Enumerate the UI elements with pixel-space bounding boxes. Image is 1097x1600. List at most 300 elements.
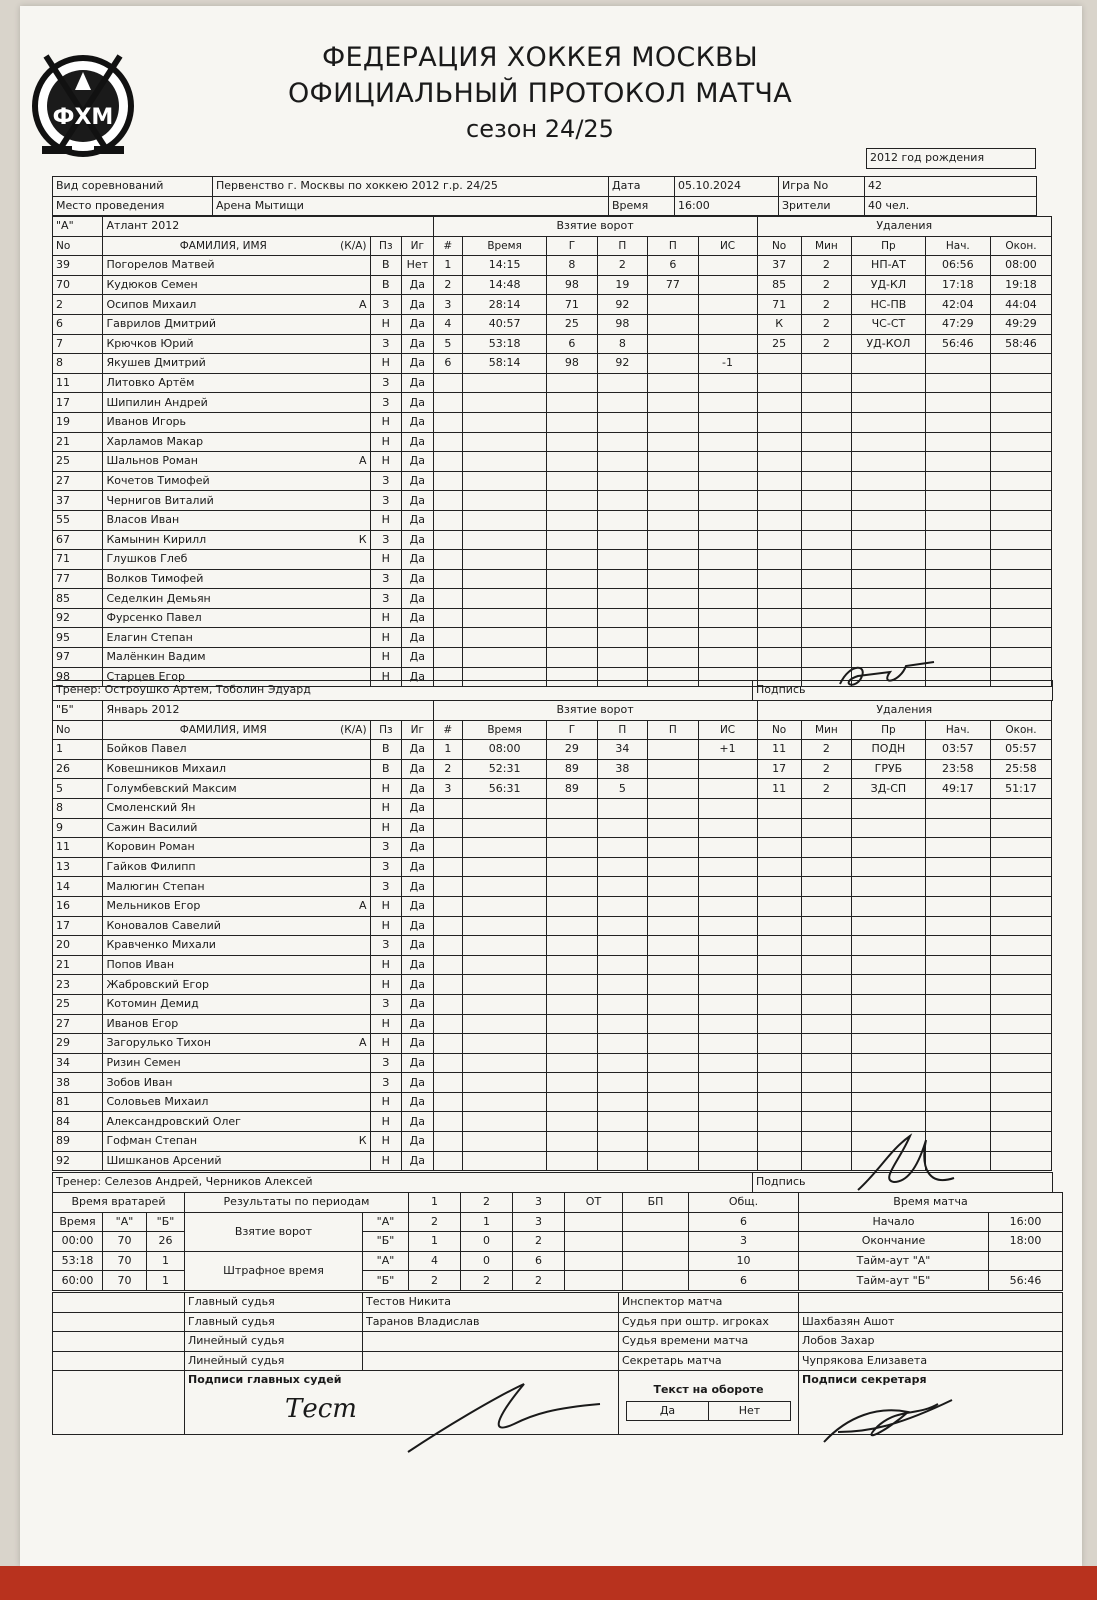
team-a-col-name-label: ФАМИЛИЯ, ИМЯ bbox=[179, 239, 267, 252]
team-b-player-row bbox=[53, 975, 1052, 995]
team-b-goal-strength bbox=[698, 759, 757, 779]
team-b-player-name: Гайков Филипп bbox=[106, 860, 196, 874]
team-a-goal-num: 1 bbox=[433, 256, 462, 276]
team-b-goal-assist-2 bbox=[648, 877, 698, 897]
team-b-goal-time bbox=[463, 994, 547, 1014]
team-b-player-number: 29 bbox=[53, 1034, 103, 1054]
team-b-col-assist-2: П bbox=[648, 720, 698, 740]
team-a-pen-end bbox=[990, 393, 1051, 413]
team-b-goal-num bbox=[433, 1073, 462, 1093]
pim-b-so bbox=[623, 1271, 689, 1291]
goals-a-p2: 1 bbox=[461, 1212, 513, 1232]
team-b-col-name-label: ФАМИЛИЯ, ИМЯ bbox=[179, 723, 267, 736]
team-a-columns-row bbox=[53, 236, 1052, 256]
team-b-goal-assist-1 bbox=[597, 1092, 647, 1112]
team-b-goal-num bbox=[433, 1014, 462, 1034]
team-a-goal-assist-2 bbox=[648, 550, 698, 570]
team-a-goal-num: 2 bbox=[433, 275, 462, 295]
team-b-pen-minutes bbox=[801, 1073, 851, 1093]
team-a-goal-strength bbox=[698, 412, 757, 432]
team-b-goal-assist-2 bbox=[648, 1151, 698, 1171]
team-b-player-played: Да bbox=[402, 818, 434, 838]
team-a-goal-assist-2 bbox=[648, 334, 698, 354]
team-a-player-name-cell bbox=[103, 412, 370, 432]
team-b-col-no: No bbox=[53, 720, 103, 740]
team-b-goal-assist-2 bbox=[648, 1132, 698, 1152]
team-a-goal-assist-2 bbox=[648, 373, 698, 393]
gk-row-1-a: 70 bbox=[103, 1232, 147, 1252]
team-a-team-name: Атлант 2012 bbox=[103, 217, 433, 237]
team-a-pen-reason bbox=[852, 373, 926, 393]
team-b-col-pen-min: Мин bbox=[801, 720, 851, 740]
team-a-pen-minutes bbox=[801, 393, 851, 413]
team-b-pen-minutes bbox=[801, 975, 851, 995]
goals-a-ot bbox=[565, 1212, 623, 1232]
team-a-player-name: Кудюков Семен bbox=[106, 278, 198, 292]
team-a-player-name: Глушков Глеб bbox=[106, 552, 188, 566]
team-a-goal-scorer bbox=[547, 608, 597, 628]
pim-b-p2: 2 bbox=[461, 1271, 513, 1291]
team-b-player-played: Да bbox=[402, 1073, 434, 1093]
team-a-pen-player bbox=[757, 432, 801, 452]
team-b-goal-strength bbox=[698, 779, 757, 799]
team-b-player-number: 89 bbox=[53, 1132, 103, 1152]
team-b-goal-assist-1 bbox=[597, 896, 647, 916]
team-a-player-played: Да bbox=[402, 589, 434, 609]
penalty-box-label: Судья при оштр. игроках bbox=[619, 1312, 799, 1332]
team-a-goal-assist-1: 19 bbox=[597, 275, 647, 295]
team-a-player-name: Шальнов Роман bbox=[106, 454, 198, 468]
team-a-player-position: Н bbox=[370, 314, 402, 334]
team-b-goal-scorer bbox=[547, 994, 597, 1014]
team-a-pen-minutes: 2 bbox=[801, 314, 851, 334]
team-a-player-number: 55 bbox=[53, 510, 103, 530]
team-a-player-number: 8 bbox=[53, 354, 103, 374]
team-b-pen-end bbox=[990, 1053, 1051, 1073]
team-b-pen-start bbox=[925, 955, 990, 975]
team-b-player-position: Н bbox=[370, 975, 402, 995]
team-a-goal-scorer bbox=[547, 471, 597, 491]
team-b-goal-scorer bbox=[547, 916, 597, 936]
team-a-pen-player bbox=[757, 373, 801, 393]
team-b-pen-minutes bbox=[801, 818, 851, 838]
team-b-pen-start bbox=[925, 798, 990, 818]
team-b-pen-reason: ПОДН bbox=[852, 740, 926, 760]
team-a-pen-player bbox=[757, 589, 801, 609]
team-b-pen-player bbox=[757, 1053, 801, 1073]
team-b-goal-time bbox=[463, 798, 547, 818]
end-label: Окончание bbox=[799, 1232, 989, 1252]
team-b-player-name: Смоленский Ян bbox=[106, 801, 196, 815]
team-b-goal-strength bbox=[698, 1151, 757, 1171]
pim-a-so bbox=[623, 1251, 689, 1271]
team-a-goal-num bbox=[433, 628, 462, 648]
team-b-player-number: 16 bbox=[53, 896, 103, 916]
team-a-goal-strength: -1 bbox=[698, 354, 757, 374]
team-a-pen-start: 42:04 bbox=[925, 295, 990, 315]
team-a-player-row bbox=[53, 491, 1052, 511]
team-a-player-number: 39 bbox=[53, 256, 103, 276]
team-b-goal-assist-1 bbox=[597, 857, 647, 877]
team-b-goal-time bbox=[463, 1132, 547, 1152]
team-b-player-row bbox=[53, 936, 1052, 956]
team-b-player-number: 26 bbox=[53, 759, 103, 779]
team-b-goal-scorer bbox=[547, 877, 597, 897]
team-a-goal-strength bbox=[698, 628, 757, 648]
team-a-pen-end: 49:29 bbox=[990, 314, 1051, 334]
team-b-player-position: Н bbox=[370, 1034, 402, 1054]
team-a-goal-strength bbox=[698, 510, 757, 530]
team-a-pen-player: 25 bbox=[757, 334, 801, 354]
team-b-goal-num bbox=[433, 798, 462, 818]
team-b-pen-player bbox=[757, 857, 801, 877]
team-a-pen-start bbox=[925, 569, 990, 589]
competition-value: Первенство г. Москвы по хоккею 2012 г.р. 24/25 bbox=[213, 177, 609, 197]
team-a-col-name bbox=[103, 236, 370, 256]
team-b-goal-time bbox=[463, 916, 547, 936]
team-b-player-role: А bbox=[359, 1036, 367, 1050]
team-b-player-position: З bbox=[370, 936, 402, 956]
team-b-player-position: Н bbox=[370, 1092, 402, 1112]
team-a-player-name: Елагин Степан bbox=[106, 630, 193, 644]
goals-b-p1: 1 bbox=[409, 1232, 461, 1252]
start-label: Начало bbox=[799, 1212, 989, 1232]
team-a-player-played: Да bbox=[402, 412, 434, 432]
team-a-player-played: Да bbox=[402, 295, 434, 315]
team-b-goal-assist-1 bbox=[597, 1053, 647, 1073]
team-b-player-row bbox=[53, 877, 1052, 897]
team-a-player-name-cell bbox=[103, 530, 370, 550]
birth-year-box bbox=[866, 148, 1036, 169]
team-a-pen-end bbox=[990, 510, 1051, 530]
team-a-pen-player: 37 bbox=[757, 256, 801, 276]
team-b-player-number: 38 bbox=[53, 1073, 103, 1093]
gk-row-3-time: 60:00 bbox=[53, 1271, 103, 1291]
team-a-player-number: 70 bbox=[53, 275, 103, 295]
team-b-goal-assist-2 bbox=[648, 994, 698, 1014]
team-a-player-played: Да bbox=[402, 491, 434, 511]
team-b-pen-end bbox=[990, 838, 1051, 858]
team-a-player-name-cell bbox=[103, 510, 370, 530]
team-b-player-played: Да bbox=[402, 779, 434, 799]
team-b-goal-num bbox=[433, 818, 462, 838]
team-a-pen-start: 47:29 bbox=[925, 314, 990, 334]
team-b-goal-assist-2 bbox=[648, 779, 698, 799]
team-b-goal-strength bbox=[698, 1132, 757, 1152]
team-b-player-position: З bbox=[370, 838, 402, 858]
team-a-col-pos: Пз bbox=[370, 236, 402, 256]
team-b-player-name-cell bbox=[103, 779, 370, 799]
team-a-player-name: Харламов Макар bbox=[106, 434, 204, 448]
team-a-goal-assist-2 bbox=[648, 589, 698, 609]
team-a-player-position: З bbox=[370, 393, 402, 413]
team-a-pen-reason bbox=[852, 412, 926, 432]
team-a-player-row bbox=[53, 393, 1052, 413]
team-a-player-position: З bbox=[370, 491, 402, 511]
team-a-goal-time: 53:18 bbox=[463, 334, 547, 354]
team-a-signature-icon bbox=[830, 652, 940, 696]
team-b-pen-player bbox=[757, 1151, 801, 1171]
team-b-goal-num bbox=[433, 994, 462, 1014]
team-a-goal-time bbox=[463, 530, 547, 550]
team-a-goal-num bbox=[433, 432, 462, 452]
team-a-pen-minutes bbox=[801, 569, 851, 589]
team-a-goal-scorer bbox=[547, 530, 597, 550]
team-b-pen-end bbox=[990, 1092, 1051, 1112]
pim-b-p1: 2 bbox=[409, 1271, 461, 1291]
goals-b-ot bbox=[565, 1232, 623, 1252]
team-a-player-name-cell bbox=[103, 589, 370, 609]
team-a-pen-minutes bbox=[801, 589, 851, 609]
team-b-player-played: Да bbox=[402, 936, 434, 956]
team-b-goal-assist-2 bbox=[648, 1092, 698, 1112]
team-a-goal-scorer: 25 bbox=[547, 314, 597, 334]
team-a-goal-time: 14:48 bbox=[463, 275, 547, 295]
team-b-player-name: Коновалов Савелий bbox=[106, 918, 221, 932]
team-a-goal-scorer: 98 bbox=[547, 275, 597, 295]
team-a-goal-assist-1: 92 bbox=[597, 295, 647, 315]
team-a-coach: Тренер: Остроушко Артем, Тоболин Эдуард bbox=[53, 681, 753, 701]
team-a-pen-start bbox=[925, 491, 990, 511]
team-a-player-position: Н bbox=[370, 432, 402, 452]
team-b-player-played: Да bbox=[402, 916, 434, 936]
team-b-goal-num bbox=[433, 896, 462, 916]
period-col-ot: ОТ bbox=[565, 1193, 623, 1213]
team-a-goal-scorer bbox=[547, 569, 597, 589]
team-a-pen-minutes bbox=[801, 373, 851, 393]
team-b-player-number: 9 bbox=[53, 818, 103, 838]
team-a-goal-assist-2 bbox=[648, 314, 698, 334]
team-b-pen-reason bbox=[852, 838, 926, 858]
team-b-goal-num bbox=[433, 1053, 462, 1073]
team-b-pen-reason: ЗД-СП bbox=[852, 779, 926, 799]
team-b-pen-minutes: 2 bbox=[801, 779, 851, 799]
team-b-goal-assist-1 bbox=[597, 1132, 647, 1152]
team-b-pen-end bbox=[990, 877, 1051, 897]
team-a-goal-strength bbox=[698, 256, 757, 276]
team-b-goal-strength bbox=[698, 1092, 757, 1112]
team-a-player-played: Да bbox=[402, 530, 434, 550]
team-b-player-played: Да bbox=[402, 1092, 434, 1112]
team-a-goal-strength bbox=[698, 608, 757, 628]
team-b-pen-start bbox=[925, 1053, 990, 1073]
team-a-pen-player bbox=[757, 412, 801, 432]
goals-b-p2: 0 bbox=[461, 1232, 513, 1252]
team-a-col-ka-label: (К/А) bbox=[340, 239, 367, 252]
team-b-pen-end bbox=[990, 936, 1051, 956]
team-a-player-row bbox=[53, 452, 1052, 472]
team-a-col-goal-scorer: Г bbox=[547, 236, 597, 256]
team-a-player-row bbox=[53, 412, 1052, 432]
team-a-goal-time: 58:14 bbox=[463, 354, 547, 374]
team-a-goal-scorer: 8 bbox=[547, 256, 597, 276]
team-b-player-position: Н bbox=[370, 1151, 402, 1171]
team-b-goal-assist-1 bbox=[597, 838, 647, 858]
team-a-pen-start bbox=[925, 471, 990, 491]
team-b-pen-start bbox=[925, 916, 990, 936]
team-a-player-played: Да bbox=[402, 275, 434, 295]
team-a-goal-scorer bbox=[547, 550, 597, 570]
team-b-player-row bbox=[53, 896, 1052, 916]
team-b-table bbox=[52, 700, 1052, 1171]
pim-b-total: 6 bbox=[689, 1271, 799, 1291]
team-b-col-goal-time: Время bbox=[463, 720, 547, 740]
team-b-pen-reason bbox=[852, 798, 926, 818]
team-b-player-number: 5 bbox=[53, 779, 103, 799]
team-b-player-played: Да bbox=[402, 1053, 434, 1073]
team-a-goal-time bbox=[463, 471, 547, 491]
team-b-goal-time bbox=[463, 1092, 547, 1112]
team-a-player-position: З bbox=[370, 471, 402, 491]
summary-table bbox=[52, 1192, 1063, 1291]
team-a-player-position: Н bbox=[370, 550, 402, 570]
team-b-pen-minutes bbox=[801, 857, 851, 877]
team-b-col-assist-1: П bbox=[597, 720, 647, 740]
team-a-goal-strength bbox=[698, 393, 757, 413]
team-b-goal-scorer bbox=[547, 1151, 597, 1171]
team-b-goal-assist-1 bbox=[597, 955, 647, 975]
team-b-pen-start: 49:17 bbox=[925, 779, 990, 799]
team-a-player-name-cell bbox=[103, 491, 370, 511]
reverse-label: Текст на обороте bbox=[653, 1383, 764, 1397]
team-a-player-name-cell bbox=[103, 608, 370, 628]
team-b-player-played: Да bbox=[402, 857, 434, 877]
team-b-pen-minutes bbox=[801, 916, 851, 936]
team-a-goal-assist-2 bbox=[648, 412, 698, 432]
team-a-col-assist-2: П bbox=[648, 236, 698, 256]
team-a-player-row bbox=[53, 530, 1052, 550]
pim-b-p3: 2 bbox=[513, 1271, 565, 1291]
goals-a-so bbox=[623, 1212, 689, 1232]
team-a-pen-end: 19:18 bbox=[990, 275, 1051, 295]
team-a-pen-end bbox=[990, 373, 1051, 393]
team-b-col-goal-scorer: Г bbox=[547, 720, 597, 740]
team-b-pen-end bbox=[990, 1112, 1051, 1132]
team-b-player-name: Иванов Егор bbox=[106, 1016, 179, 1030]
team-a-player-number: 11 bbox=[53, 373, 103, 393]
team-a-player-name: Гаврилов Дмитрий bbox=[106, 317, 217, 331]
team-a-player-played: Да bbox=[402, 648, 434, 668]
team-b-goal-assist-1 bbox=[597, 1112, 647, 1132]
timeout-a-label: Тайм-аут "А" bbox=[799, 1251, 989, 1271]
team-a-player-position: Н bbox=[370, 648, 402, 668]
team-b-pen-minutes bbox=[801, 1132, 851, 1152]
team-b-team-letter: "Б" bbox=[53, 701, 103, 721]
team-a-player-name: Иванов Игорь bbox=[106, 415, 187, 429]
team-a-player-played: Да bbox=[402, 432, 434, 452]
team-a-pen-start bbox=[925, 432, 990, 452]
team-a-player-name-cell bbox=[103, 334, 370, 354]
team-b-pen-player: 11 bbox=[757, 779, 801, 799]
team-a-player-played: Да bbox=[402, 510, 434, 530]
team-a-pen-reason bbox=[852, 491, 926, 511]
team-b-pen-player bbox=[757, 818, 801, 838]
team-b-pen-start bbox=[925, 1112, 990, 1132]
team-a-player-name-cell bbox=[103, 393, 370, 413]
team-b-col-pos: Пз bbox=[370, 720, 402, 740]
team-a-player-position: Н bbox=[370, 354, 402, 374]
team-a-goal-assist-2 bbox=[648, 510, 698, 530]
team-b-player-name-cell bbox=[103, 1073, 370, 1093]
team-a-player-row bbox=[53, 589, 1052, 609]
team-a-goal-scorer bbox=[547, 412, 597, 432]
team-a-col-pen-end: Окон. bbox=[990, 236, 1051, 256]
team-b-player-name-cell bbox=[103, 759, 370, 779]
team-b-pen-end bbox=[990, 1034, 1051, 1054]
team-a-player-number: 25 bbox=[53, 452, 103, 472]
team-a-goal-scorer bbox=[547, 432, 597, 452]
team-a-goal-assist-1 bbox=[597, 393, 647, 413]
team-b-pen-minutes bbox=[801, 1112, 851, 1132]
team-a-goal-num bbox=[433, 648, 462, 668]
referee-signature-icon bbox=[404, 1378, 604, 1458]
secretary-sign-label: Подписи секретаря bbox=[799, 1371, 1063, 1435]
team-b-pen-minutes: 2 bbox=[801, 759, 851, 779]
team-b-player-row bbox=[53, 1112, 1052, 1132]
date-value: 05.10.2024 bbox=[675, 177, 779, 197]
team-a-goal-assist-1: 98 bbox=[597, 314, 647, 334]
team-b-pen-start bbox=[925, 1073, 990, 1093]
team-a-player-name: Чернигов Виталий bbox=[106, 493, 214, 507]
team-b-goal-strength bbox=[698, 1014, 757, 1034]
team-b-player-number: 1 bbox=[53, 740, 103, 760]
team-a-goal-assist-1: 8 bbox=[597, 334, 647, 354]
timekeeper-label: Судья времени матча bbox=[619, 1332, 799, 1352]
team-a-goal-assist-1 bbox=[597, 589, 647, 609]
team-b-player-name-cell bbox=[103, 877, 370, 897]
team-a-player-row bbox=[53, 275, 1052, 295]
team-a-goal-assist-1 bbox=[597, 628, 647, 648]
team-b-player-role: А bbox=[359, 899, 367, 913]
goals-label: Взятие ворот bbox=[185, 1212, 363, 1251]
team-a-goal-strength bbox=[698, 550, 757, 570]
timeout-a-value bbox=[989, 1251, 1063, 1271]
team-b-goal-scorer: 29 bbox=[547, 740, 597, 760]
team-b-goal-scorer bbox=[547, 838, 597, 858]
team-a-goal-assist-1 bbox=[597, 530, 647, 550]
team-b-player-name: Александровский Олег bbox=[106, 1114, 241, 1128]
team-b-pen-end: 51:17 bbox=[990, 779, 1051, 799]
team-b-goal-num bbox=[433, 936, 462, 956]
team-b-goal-strength bbox=[698, 975, 757, 995]
gk-row-3-b: 1 bbox=[147, 1271, 185, 1291]
team-a-goal-time bbox=[463, 628, 547, 648]
team-a-player-name-cell bbox=[103, 295, 370, 315]
team-a-player-played: Нет bbox=[402, 256, 434, 276]
team-b-pen-start bbox=[925, 975, 990, 995]
team-b-player-number: 23 bbox=[53, 975, 103, 995]
team-b-goal-time bbox=[463, 975, 547, 995]
reverse-no: Нет bbox=[738, 1404, 761, 1418]
team-a-pen-start bbox=[925, 354, 990, 374]
team-b-pen-end bbox=[990, 896, 1051, 916]
team-a-player-role: К bbox=[358, 532, 367, 546]
team-b-goal-num bbox=[433, 1132, 462, 1152]
team-b-pen-minutes bbox=[801, 877, 851, 897]
team-b-pen-player bbox=[757, 975, 801, 995]
team-a-goal-strength bbox=[698, 314, 757, 334]
team-b-goal-num bbox=[433, 857, 462, 877]
team-b-goal-num: 3 bbox=[433, 779, 462, 799]
team-b-player-name: Бойков Павел bbox=[106, 742, 187, 756]
game-value: 42 bbox=[865, 177, 1037, 197]
team-b-goal-strength bbox=[698, 896, 757, 916]
team-a-player-position: З bbox=[370, 530, 402, 550]
team-a-goal-strength bbox=[698, 471, 757, 491]
team-a-pen-minutes bbox=[801, 510, 851, 530]
team-a-player-name: Кочетов Тимофей bbox=[106, 474, 210, 488]
team-b-pen-reason bbox=[852, 1053, 926, 1073]
